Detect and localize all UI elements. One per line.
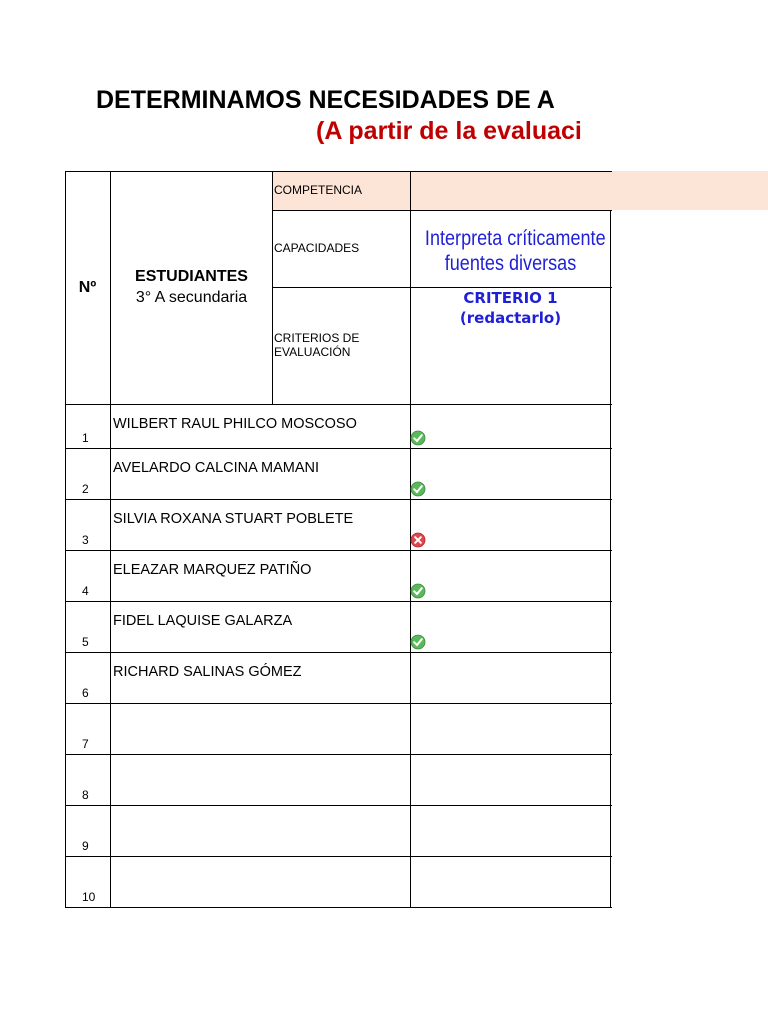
row-number: 8 — [82, 788, 89, 802]
grid-line — [65, 805, 612, 806]
row-number: 7 — [82, 737, 89, 751]
student-name: FIDEL LAQUISE GALARZA — [113, 613, 293, 629]
check-icon — [410, 481, 426, 497]
criterio-value-line2: (redactarlo) — [459, 309, 562, 327]
row-number: 6 — [82, 686, 89, 700]
students-header-label: ESTUDIANTES — [135, 268, 248, 285]
column-header-students — [111, 266, 272, 308]
criterio-value-line1: CRITERIO 1 — [463, 289, 558, 307]
grid-line — [65, 754, 612, 755]
check-icon — [410, 634, 426, 650]
page-title: DETERMINAMOS NECESIDADES DE A — [96, 86, 555, 114]
grid-line — [65, 907, 612, 908]
student-name: RICHARD SALINAS GÓMEZ — [113, 664, 302, 680]
student-name: WILBERT RAUL PHILCO MOSCOSO — [113, 416, 357, 432]
capacidad-value-line1: Interpreta críticamente — [424, 227, 606, 250]
row-number: 2 — [82, 482, 89, 496]
row-number: 3 — [82, 533, 89, 547]
check-icon — [410, 430, 426, 446]
grid-line — [65, 601, 612, 602]
cross-icon — [410, 532, 426, 548]
page-subtitle: (A partir de la evaluaci — [316, 117, 582, 145]
capacidades-label: CAPACIDADES — [274, 241, 360, 255]
grid-line — [65, 499, 612, 500]
grid-line — [65, 550, 612, 551]
criterios-label-line1: CRITERIOS DE — [274, 331, 360, 345]
grid-line — [65, 171, 612, 172]
row-number: 10 — [82, 890, 96, 904]
student-name: ELEAZAR MARQUEZ PATIÑO — [113, 562, 312, 578]
capacidad-value-line2: fuentes diversas — [444, 252, 577, 275]
competencia-value-cell-overflow — [611, 171, 768, 210]
grid-line — [65, 856, 612, 857]
criterios-label-line2: EVALUACIÓN — [274, 345, 351, 359]
row-number: 9 — [82, 839, 89, 853]
grid-line — [272, 210, 612, 211]
criterios-label — [274, 331, 359, 359]
row-number: 1 — [82, 431, 89, 445]
student-name: SILVIA ROXANA STUART POBLETE — [113, 511, 354, 527]
student-name: AVELARDO CALCINA MAMANI — [113, 460, 320, 476]
grid-line — [65, 652, 612, 653]
row-number: 4 — [82, 584, 89, 598]
grid-line — [610, 210, 611, 908]
grid-line — [65, 404, 612, 405]
criterio-value — [411, 288, 610, 328]
check-icon — [410, 583, 426, 599]
grid-line — [65, 703, 612, 704]
row-number: 5 — [82, 635, 89, 649]
column-header-number: Nº — [78, 279, 97, 296]
grid-line — [65, 448, 612, 449]
competencia-label: COMPETENCIA — [274, 183, 363, 197]
students-header-grade: 3° A secundaria — [135, 289, 248, 306]
capacidad-value — [424, 226, 606, 276]
